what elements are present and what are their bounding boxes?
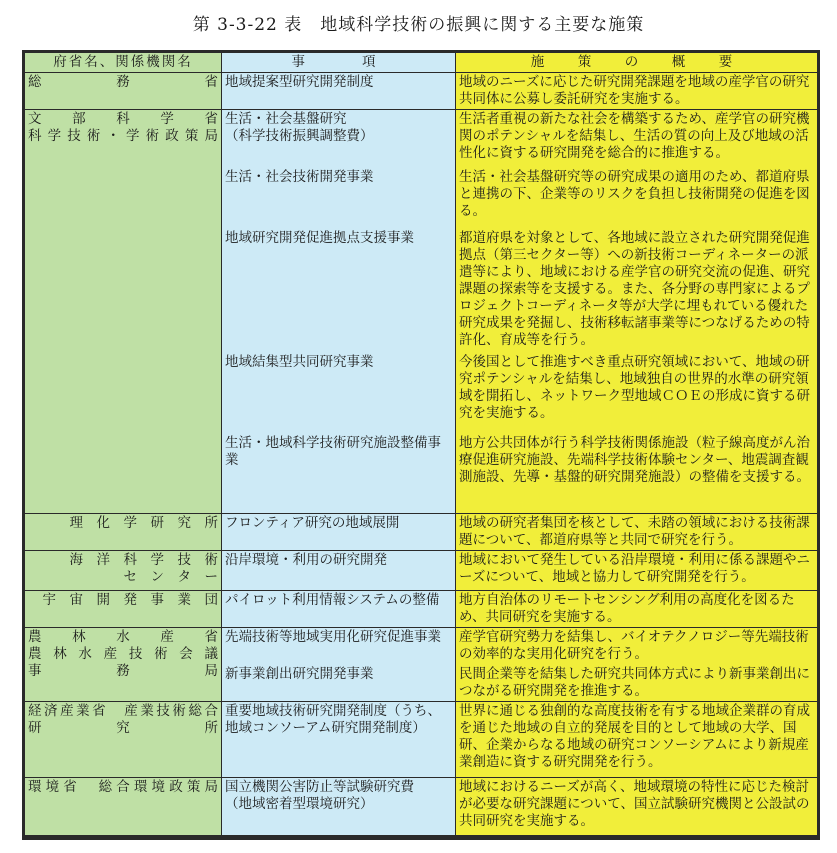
ministry-cell: 文 部 科 学 省 科学技術・学術政策局	[25, 110, 222, 514]
item-summary: 地域の研究者集団を核として、未踏の領域における技術課題について、都道府県等と共同で研究を行う。	[459, 515, 810, 548]
ministry-cell: 宇 宙 開 発 事 業 団	[25, 591, 222, 628]
item-cell	[222, 514, 456, 551]
item-cell	[222, 110, 456, 514]
policy-table-frame	[22, 50, 820, 840]
item-name: フロンティア研究の地域展開	[225, 515, 400, 531]
table-row	[25, 73, 818, 110]
item-summary: 民間企業等を結集した研究共同体方式により新事業創出につながる研究開発を推進する。	[459, 666, 810, 699]
item-summary: 生活・社会基盤研究等の研究成果の適用のため、都道府県と連携の下、企業等のリスクを負担し技術開発の促進を図る。	[459, 169, 810, 219]
item-cell	[222, 551, 456, 591]
item-summary: 今後国として推進すべき重点研究領域において、地域の研究ポテンシャルを結集し、地域独自の世界的水準の研究領域を開拓し、ネットワーク型地域ＣＯＥの形成に資する研究を実施する。	[459, 354, 810, 421]
table-title: 第 3-3-22 表 地域科学技術の振興に関する主要な施策	[192, 15, 645, 35]
summary-cell	[456, 778, 818, 836]
item-name: 沿岸環境・利用の研究開発	[225, 552, 387, 568]
item-cell	[222, 73, 456, 110]
summary-cell	[456, 73, 818, 110]
item-summary: 生活者重視の新たな社会を構築するため、産学官の研究機関のポテンシャルを結集し、生活の質の向上及び地域の活性化に資する研究開発を総合的に推進する。	[459, 111, 810, 161]
item-name: 国立機関公害防止等試験研究費 （地域密着型環境研究）	[225, 779, 414, 812]
table-row	[25, 778, 818, 836]
policy-table	[24, 52, 818, 836]
ministry-cell: 海 洋 科 学 技 術 セ ン タ ー	[25, 551, 222, 591]
summary-cell	[456, 702, 818, 778]
item-name: 生活・社会技術開発事業	[225, 169, 374, 185]
table-row	[25, 110, 818, 514]
table-row	[25, 628, 818, 702]
header-ministry: 府省名、関係機関名	[25, 53, 222, 73]
table-row	[25, 591, 818, 628]
header-item: 事 項	[222, 53, 456, 73]
item-summary: 地方公共団体が行う科学技術関係施設（粒子線高度がん治療促進研究施設、先端科学技術体験センター、地震調査観測施設、先導・基盤的研究開発施設）の整備を支援する。	[459, 435, 810, 485]
item-cell	[222, 628, 456, 702]
ministry-cell: 理 化 学 研 究 所	[25, 514, 222, 551]
table-row	[25, 514, 818, 551]
summary-cell	[456, 110, 818, 514]
summary-cell	[456, 551, 818, 591]
header-summary: 施 策 の 概 要	[456, 53, 818, 73]
table-header-row	[25, 53, 818, 73]
item-name: 生活・社会基盤研究 （科学技術振興調整費）	[225, 111, 374, 144]
item-summary: 地方自治体のリモートセンシング利用の高度化を図るため、共同研究を実施する。	[459, 592, 795, 625]
item-cell	[222, 591, 456, 628]
summary-cell	[456, 591, 818, 628]
table-row	[25, 702, 818, 778]
item-name: パイロット利用情報システムの整備	[225, 592, 440, 608]
item-summary: 産学官研究勢力を結集し、バイオテクノロジー等先端技術の効率的な実用化研究を行う。	[459, 629, 809, 662]
item-name: 重要地域技術研究開発制度（うち、地域コンソーアム研究開発制度）	[225, 703, 441, 736]
item-summary: 地域において発生している沿岸環境・利用に係る課題やニーズについて、地域と協力して研究開発を行う。	[459, 552, 810, 585]
item-summary: 世界に通じる独創的な高度技術を有する地域企業群の育成を通じた地域の自立的発展を目的として地域の大学、国研、企業からなる地域の研究コンソーシアムにより新規産業創造に資する研究開発を行う。	[459, 703, 810, 770]
item-cell	[222, 778, 456, 836]
item-summary: 都道府県を対象として、各地域に設立された研究開発促進拠点（第三セクター等）への新技術コーディネーターの派遣等により、地域における産学官の研究交流の促進、研究課題の探索等を支援する。また、各分野の専門家によるプロジェクトコーディネータ等が大学に埋もれている優れた研究成果を発掘し、技術移転諸事業等につなげるための特許化、育成等を行う。	[459, 230, 810, 348]
ministry-cell: 環境省 総合環境政策局	[25, 778, 222, 836]
table-row	[25, 551, 818, 591]
item-cell	[222, 702, 456, 778]
item-name: 先端技術等地域実用化研究促進事業	[225, 629, 441, 645]
item-name: 地域研究開発促進拠点支援事業	[225, 230, 414, 246]
ministry-cell: 農 林 水 産 省 農林水産技術会議 事 務 局	[25, 628, 222, 702]
ministry-cell: 総 務 省	[25, 73, 222, 110]
item-summary: 地域におけるニーズが高く、地域環境の特性に応じた検討が必要な研究課題について、国立試験研究機関と公設試の共同研究を実施する。	[459, 779, 810, 829]
item-name: 地域提案型研究開発制度	[225, 74, 374, 90]
item-name: 新事業創出研究開発事業	[225, 666, 374, 682]
item-name: 地域結集型共同研究事業	[225, 354, 374, 370]
item-summary: 地域のニーズに応じた研究開発課題を地域の産学官の研究共同体に公募し委託研究を実施する。	[459, 74, 810, 107]
summary-cell	[456, 514, 818, 551]
ministry-cell: 経済産業省 産業技術総合 研 究 所	[25, 702, 222, 778]
summary-cell	[456, 628, 818, 702]
item-name: 生活・地域科学技術研究施設整備事業	[225, 435, 441, 468]
